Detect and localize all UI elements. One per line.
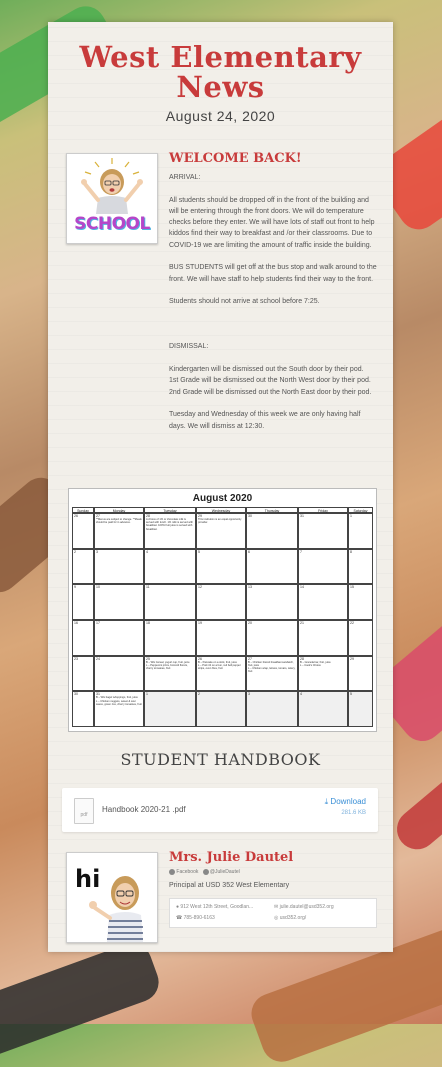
facebook-link[interactable] — [169, 869, 200, 875]
principal-name: Mrs. Julie Dautel — [169, 850, 294, 865]
calendar-date-number: 13 — [248, 585, 252, 590]
calendar-day-header: Friday — [298, 507, 348, 513]
welcome-paragraph: ARRIVAL: — [169, 174, 201, 181]
calendar-date-number: 12 — [198, 585, 202, 590]
calendar-date-number: 9 — [74, 585, 76, 590]
calendar-date-number: 15 — [350, 585, 354, 590]
calendar-day-cell — [196, 656, 246, 692]
calendar-date-number: 22 — [350, 621, 354, 625]
download-label: Download — [330, 797, 366, 806]
calendar-menu-note: **Menus are subject to change. **Meals should be paid for in advance. — [96, 518, 142, 525]
calendar-grid — [72, 507, 373, 727]
calendar-day-cell — [72, 549, 94, 585]
calendar-date-number: 5 — [198, 549, 200, 554]
file-size: 281.6 KB — [341, 810, 366, 816]
welcome-paragraph: Students should not arrive at school before 7:25. — [169, 298, 320, 306]
calendar-day-cell — [94, 656, 144, 692]
calendar-day-cell — [144, 513, 196, 549]
calendar-day-cell — [94, 691, 144, 727]
calendar-day-cell — [196, 620, 246, 656]
website-text: usd352.org/ — [279, 915, 307, 921]
email-item[interactable] — [274, 904, 334, 910]
calendar-day-cell — [246, 691, 298, 727]
background-pencil — [389, 763, 442, 858]
calendar-day-cell — [298, 656, 348, 692]
calendar-date-number: 26 — [74, 514, 78, 518]
calendar-date-number: 26 — [198, 656, 202, 661]
welcome-paragraph: DISMISSAL: — [169, 343, 209, 351]
calendar-date-number: 25 — [146, 656, 150, 661]
calendar-date-number: 29 — [198, 514, 202, 518]
newsletter-title — [48, 42, 393, 102]
calendar-date-number: 20 — [248, 621, 252, 625]
calendar-title: August 2020 — [192, 493, 253, 504]
website-item[interactable] — [274, 915, 306, 921]
calendar-day-cell — [246, 656, 298, 692]
facebook-icon — [169, 869, 175, 875]
welcome-paragraph: BUS STUDENTS will get off at the bus stop and walk around to the front. We will have staff to help students find their way to the front. — [169, 264, 377, 283]
bitmoji-school-text: SCHOOL — [74, 214, 150, 234]
welcome-heading: WELCOME BACK! — [169, 151, 302, 166]
calendar-date-number: 2 — [198, 692, 200, 697]
calendar-menu-note: B – WG bagel w/toppings, fruit, juice L – Chicken nuggets, sweet & sour sauce, green rice, cherry tomatoes, fruit — [96, 696, 142, 706]
background-pencil — [0, 938, 164, 1063]
contact-details — [169, 898, 377, 928]
handbook-file-card[interactable] — [62, 788, 378, 832]
calendar-date-number: 30 — [248, 514, 252, 518]
calendar-date-number: 30 — [74, 692, 78, 697]
welcome-paragraph: Kindergarten will be dismissed out the South door by their pod. — [169, 366, 364, 374]
calendar-day-cell — [298, 691, 348, 727]
calendar-day-cell — [348, 656, 373, 692]
calendar-day-cell — [72, 620, 94, 656]
calendar-date-number: 11 — [146, 585, 150, 590]
calendar-date-number: 1 — [350, 514, 352, 518]
calendar-day-cell — [246, 513, 298, 549]
calendar-date-number: 3 — [96, 549, 98, 554]
address-text: 912 West 12th Street, Goodlan... — [180, 904, 254, 910]
welcome-paragraph: Tuesday and Wednesday of this week we are only having half days. We will dismiss at 12:30. — [169, 411, 361, 430]
calendar-day-cell — [144, 549, 196, 585]
calendar-date-number: 18 — [146, 621, 150, 625]
calendar-day-cell — [348, 584, 373, 620]
calendar-day-header: Sunday — [72, 507, 94, 513]
calendar-day-cell — [348, 691, 373, 727]
calendar-day-cell — [196, 584, 246, 620]
bitmoji-hi-text: hi — [75, 865, 101, 893]
calendar-date-number: 4 — [300, 692, 302, 697]
calendar-day-cell — [144, 620, 196, 656]
calendar-day-cell — [348, 549, 373, 585]
calendar-date-number: 24 — [96, 656, 100, 661]
email-text: julie.dautel@usd352.org — [279, 904, 334, 910]
calendar-date-number: 29 — [350, 656, 354, 661]
calendar-day-cell — [144, 691, 196, 727]
calendar-day-cell — [196, 513, 246, 549]
calendar-day-cell — [144, 656, 196, 692]
calendar-date-number: 1 — [146, 692, 148, 697]
welcome-paragraph: 2nd Grade will be dismissed out the North East door by their pod. — [169, 388, 372, 396]
calendar-day-cell — [72, 656, 94, 692]
calendar-day-cell — [72, 513, 94, 549]
welcome-bitmoji — [66, 153, 158, 244]
calendar-date-number: 28 — [146, 514, 150, 518]
calendar-date-number: 5 — [350, 692, 352, 697]
calendar-date-number: 27 — [96, 514, 100, 518]
twitter-link[interactable] — [203, 869, 240, 875]
calendar-day-cell — [94, 549, 144, 585]
calendar-date-number: 6 — [248, 549, 250, 554]
calendar-day-cell — [72, 691, 94, 727]
calendar-date-number: 31 — [300, 514, 304, 518]
phone-icon: ☎ — [176, 915, 183, 921]
principal-role: Principal at USD 352 West Elementary — [169, 882, 290, 889]
calendar-menu-note: This institution is an equal opportunity provider. — [198, 518, 242, 525]
calendar-day-cell — [298, 620, 348, 656]
calendar-date-number: 10 — [96, 585, 100, 590]
calendar-day-cell — [94, 513, 144, 549]
download-icon: ⤓ — [324, 797, 329, 806]
calendar-day-cell — [196, 549, 246, 585]
calendar-menu-note: B – Granola bar, fruit, juice L – Cook's Choice — [300, 660, 331, 667]
calendar-date-number: 19 — [198, 621, 202, 625]
calendar-day-cell — [246, 549, 298, 585]
facebook-label: Facebook — [176, 869, 199, 876]
calendar-day-header: Monday — [94, 507, 144, 513]
calendar-menu-note: B – WG Cereal, yogurt cup, fruit, juice L – Pepperoni pizza, broccoli florets, cherry tomatoes, fruit — [146, 660, 190, 671]
calendar-day-cell — [196, 691, 246, 727]
file-type-label: pdf — [80, 812, 88, 818]
calendar-date-number: 31 — [96, 692, 100, 697]
calendar-day-cell — [246, 584, 298, 620]
email-icon: ✉ — [274, 904, 279, 910]
calendar-day-cell — [298, 549, 348, 585]
lunch-menu-calendar[interactable] — [68, 488, 377, 732]
calendar-date-number: 23 — [74, 656, 78, 661]
social-links — [169, 869, 240, 875]
calendar-day-cell — [246, 620, 298, 656]
phone-item[interactable] — [176, 915, 215, 921]
pdf-file-icon — [74, 798, 94, 824]
calendar-date-number: 27 — [248, 656, 252, 661]
calendar-day-cell — [298, 584, 348, 620]
twitter-icon — [203, 869, 209, 875]
twitter-label: @JulieDautel — [209, 869, 240, 876]
calendar-day-cell — [94, 620, 144, 656]
calendar-menu-note: B – Pancake on a stick, fruit, juice L – Pork rib on a bun, red bell pepper strips, oven fries, fruit — [198, 660, 241, 671]
calendar-day-cell — [144, 584, 196, 620]
calendar-day-cell — [298, 513, 348, 549]
calendar-date-number: 21 — [300, 621, 304, 625]
newsletter-card — [48, 22, 393, 952]
calendar-date-number: 8 — [350, 549, 352, 554]
calendar-day-header: Wednesday — [196, 507, 246, 513]
title-line-1: West Elementary — [79, 40, 362, 74]
handbook-file-name[interactable]: Handbook 2020-21 .pdf — [102, 805, 186, 814]
phone-text: 785-890-6163 — [183, 915, 215, 921]
calendar-day-header: Tuesday — [144, 507, 196, 513]
calendar-date-number: 28 — [300, 656, 304, 661]
calendar-day-cell — [72, 584, 94, 620]
location-pin-icon: ● — [176, 904, 180, 910]
calendar-date-number: 14 — [300, 585, 304, 590]
calendar-day-cell — [348, 513, 373, 549]
calendar-date-number: 3 — [248, 692, 250, 697]
principal-bitmoji — [66, 852, 158, 943]
calendar-menu-note: B – Chicken biscuit breakfast sandwich, fruit, juice L – Chicken wrap, lettuce, tomato, celery, fruit — [248, 660, 296, 674]
calendar-day-cell — [94, 584, 144, 620]
calendar-date-number: 4 — [146, 549, 148, 554]
calendar-date-number: 16 — [74, 621, 78, 625]
calendar-date-number: 17 — [96, 621, 100, 625]
welcome-paragraph: All students should be dropped off in the front of the building and will be entering through the front doors. We will do temperature checks before they enter. We will have lots of staff out front to help kiddos find their way to breakfast and /or their classrooms. Due to COVID-19 we are limiting the amount of traffic inside the building. — [169, 196, 375, 249]
globe-icon: ◎ — [274, 915, 279, 921]
newsletter-date: August 24, 2020 — [165, 108, 276, 124]
calendar-menu-note: A choice of 1% or chocolate milk is served with lunch. 1% milk is served with breakfast. 100% fruit juice is served with breakfast. — [146, 518, 193, 531]
welcome-body — [169, 172, 379, 432]
principal-bitmoji-image — [67, 853, 157, 942]
title-line-2: News — [176, 70, 265, 104]
calendar-day-cell — [348, 620, 373, 656]
calendar-date-number: 7 — [300, 549, 302, 554]
address-item[interactable] — [176, 904, 279, 910]
calendar-day-header: Thursday — [246, 507, 298, 513]
welcome-paragraph: 1st Grade will be dismissed out the North West door by their pod. — [169, 377, 371, 385]
calendar-date-number: 2 — [74, 549, 76, 554]
handbook-heading: STUDENT HANDBOOK — [120, 750, 321, 769]
download-button[interactable] — [325, 797, 366, 816]
calendar-day-header: Saturday — [348, 507, 373, 513]
